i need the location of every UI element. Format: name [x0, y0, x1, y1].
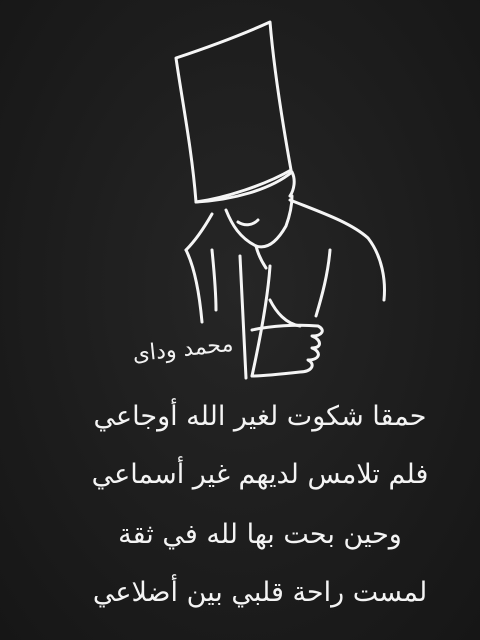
dervish-robe-right [316, 250, 330, 316]
dervish-shoulder-right [290, 200, 384, 300]
poem-line-2: فلم تلامس لديهم غير أسماعي [91, 459, 429, 490]
dervish-collar [186, 214, 212, 250]
dervish-hat [176, 22, 291, 202]
artist-signature: محمد وداى [131, 331, 235, 368]
dervish-robe-center [252, 266, 270, 376]
dervish-hand [252, 325, 322, 376]
dervish-neck [256, 246, 266, 268]
poem-line-1: حمقا شكوت لغير الله أوجاعي [93, 401, 427, 432]
poem-line-4: لمست راحة قلبي بين أضلاعي [92, 577, 428, 608]
dervish-robe-left [212, 250, 216, 310]
poem-verses [60, 392, 460, 632]
dervish-shoulder-left [186, 250, 202, 322]
dervish-eye [238, 220, 258, 225]
poem-line-3: وحين بحت بها لله في ثقة [118, 519, 402, 550]
dervish-thumb [270, 300, 300, 326]
dervish-face [226, 196, 292, 247]
